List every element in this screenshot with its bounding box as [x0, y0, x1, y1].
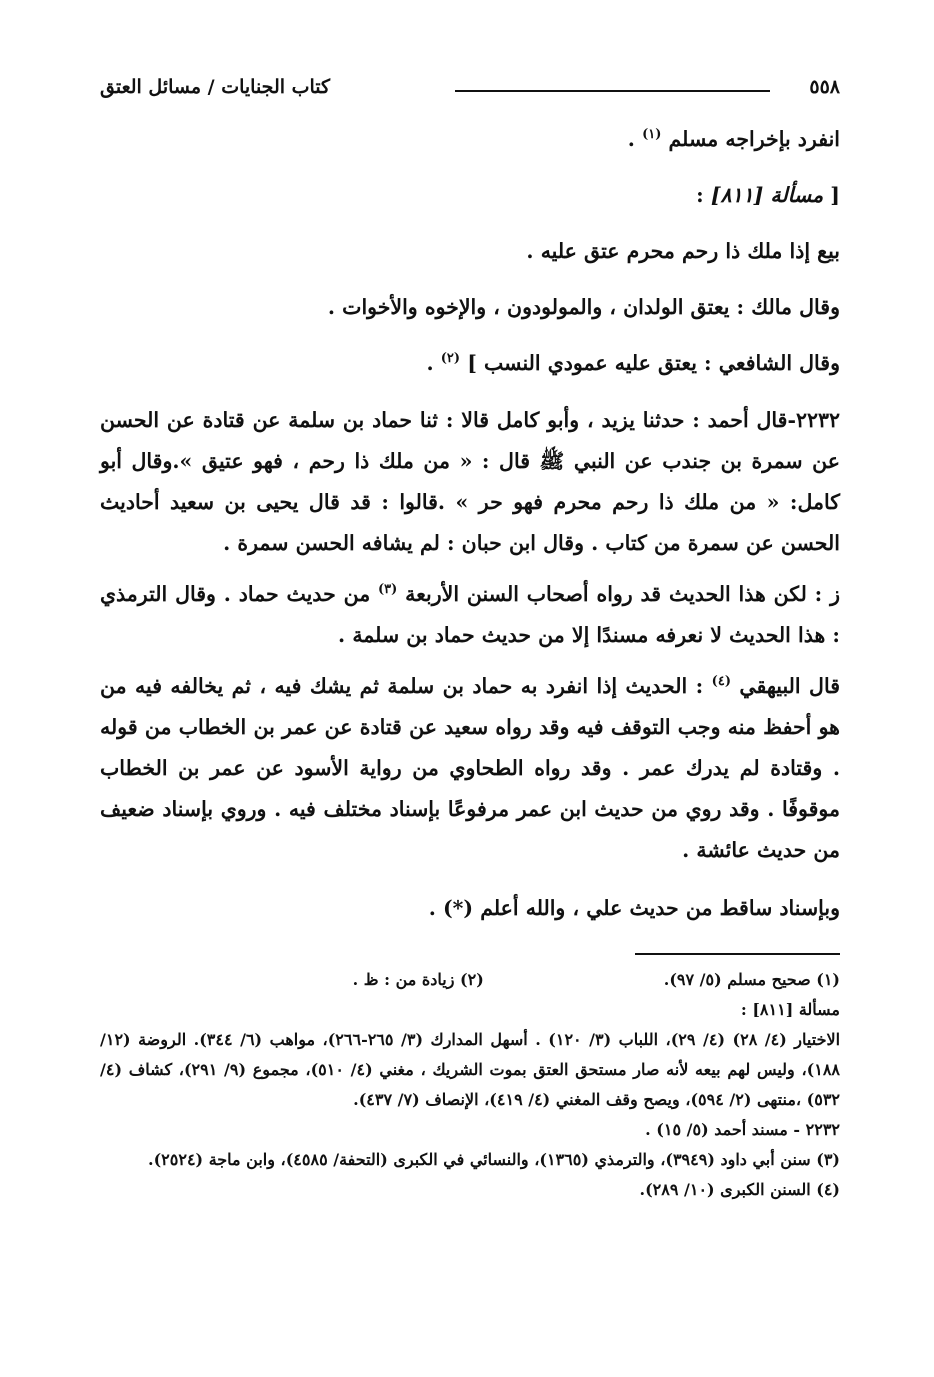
paragraph-intro	[100, 116, 840, 162]
main-text	[100, 116, 840, 931]
paragraph-closing: وبإسناد ساقط من حديث علي ، والله أعلم (*) .	[428, 896, 840, 920]
paragraph-comment	[100, 574, 840, 656]
paragraph-bayhaqi	[100, 666, 840, 871]
footnote-3: (٣) سنن أبي داود (٣٩٤٩)، والترمذي (١٣٦٥)، والنسائي في الكبرى (التحفة/ ٤٥٨٥)، وابن ماجة (٢٥٢٤).	[148, 1150, 840, 1169]
paragraph-text: انفرد بإخراجه مسلم	[668, 127, 840, 151]
paragraph-text: : الحديث إذا انفرد به حماد بن سلمة ثم يشك فيه ، ثم يخالفه فيه من هو أحفظ منه وجب التوقف فيه وقد رواه سعيد عن قتادة عن عمر بن الخطاب من قوله . وقتادة لم يدرك عمر . وقد رواه الطحاوي من رواية الأسود عن عمر بن الخطاب موقوفًا . وقد روي من حديث ابن عمر مرفوعًا بإسناد مختلف فيه . وروي بإسناد ضعيف من حديث عائشة .	[100, 674, 840, 862]
footnote-masala-label: مسألة [٨١١] :	[740, 1000, 840, 1019]
paragraph-text: وقال الشافعي : يعتق عليه عمودي النسب ]	[467, 351, 840, 375]
footnote-masala-refs: الاختيار (٤/ ٢٨) (٤/ ٢٩)، اللباب (٣/ ١٢٠) . أسهل المدارك (٣/ ٢٦٥-٢٦٦)، مواهب (٦/ ٣٤٤). الروضة (١٢/ ١٨٨)، وليس لهم بيعه لأنه صار مستحق العتق بموت الشريك ، مغني (٤/ ٥١٠)، مجموع (٩/ ٢٩١)، كشاف (٤/ ٥٣٢) ،منتهى (٢/ ٥٩٤)، ويصح وقف المغني (٤/ ٤١٩)، الإنصاف (٧/ ٤٣٧).	[100, 1030, 841, 1109]
masala-bracket: [	[830, 183, 840, 207]
footnote-2: (٢) زيادة من : ظ .	[352, 970, 484, 989]
paragraph-text: من حديث حماد . وقال الترمذي : هذا الحديث لا نعرفه مسندًا إلا من حديث حماد بن سلمة .	[100, 582, 840, 647]
footnote-separator	[635, 953, 840, 955]
footnote-ref-4: (٤)	[711, 674, 731, 690]
paragraph-shafii	[100, 340, 840, 386]
footnote-hadith-ref: ٢٢٣٢ - مسند أحمد (٥/ ١٥) .	[645, 1120, 840, 1139]
footnotes	[100, 965, 840, 1205]
paragraph-end: .	[426, 351, 434, 375]
paragraph-malik: وقال مالك : يعتق الولدان ، والمولودون ، والإخوه والأخوات .	[327, 295, 840, 319]
paragraph-hadith-2232: ٢٢٣٢-قال أحمد : حدثنا يزيد ، وأبو كامل قالا : ثنا حماد بن سلمة عن قتادة عن الحسن عن سمرة بن جندب عن النبي ﷺ قال : « من ملك ذا رحم ، فهو عتيق ».وقال أبو كامل: « من ملك ذا رحم محرم فهو حر » .قالوا : قد قال يحيى بن سعيد أحاديث الحسن عن سمرة من كتاب . وقال ابن حبان : لم يشافه الحسن سمرة .	[100, 408, 840, 555]
running-title: كتاب الجنايات / مسائل العتق	[100, 76, 331, 98]
footnote-ref-1: (١)	[642, 127, 662, 143]
masala-colon: :	[696, 183, 704, 207]
masala-heading	[100, 172, 840, 218]
footnote-ref-3: (٣)	[378, 582, 398, 598]
page-content	[100, 70, 840, 1205]
footnote-4: (٤) السنن الكبرى (١٠/ ٢٨٩).	[639, 1180, 840, 1199]
paragraph-text: ز : لكن هذا الحديث قد رواه أصحاب السنن الأربعة	[405, 582, 840, 606]
page-number: ٥٥٨	[809, 76, 840, 98]
page-header	[100, 70, 840, 108]
masala-title: مسألة [٨١١]	[710, 183, 824, 207]
paragraph-end: .	[627, 127, 635, 151]
paragraph-ruling: بيع إذا ملك ذا رحم محرم عتق عليه .	[526, 239, 840, 263]
header-rule	[455, 90, 770, 92]
paragraph-text: قال البيهقي	[739, 674, 841, 698]
footnote-ref-2: (٢)	[440, 351, 461, 367]
footnote-1: (١) صحيح مسلم (٥/ ٩٧).	[663, 970, 840, 989]
